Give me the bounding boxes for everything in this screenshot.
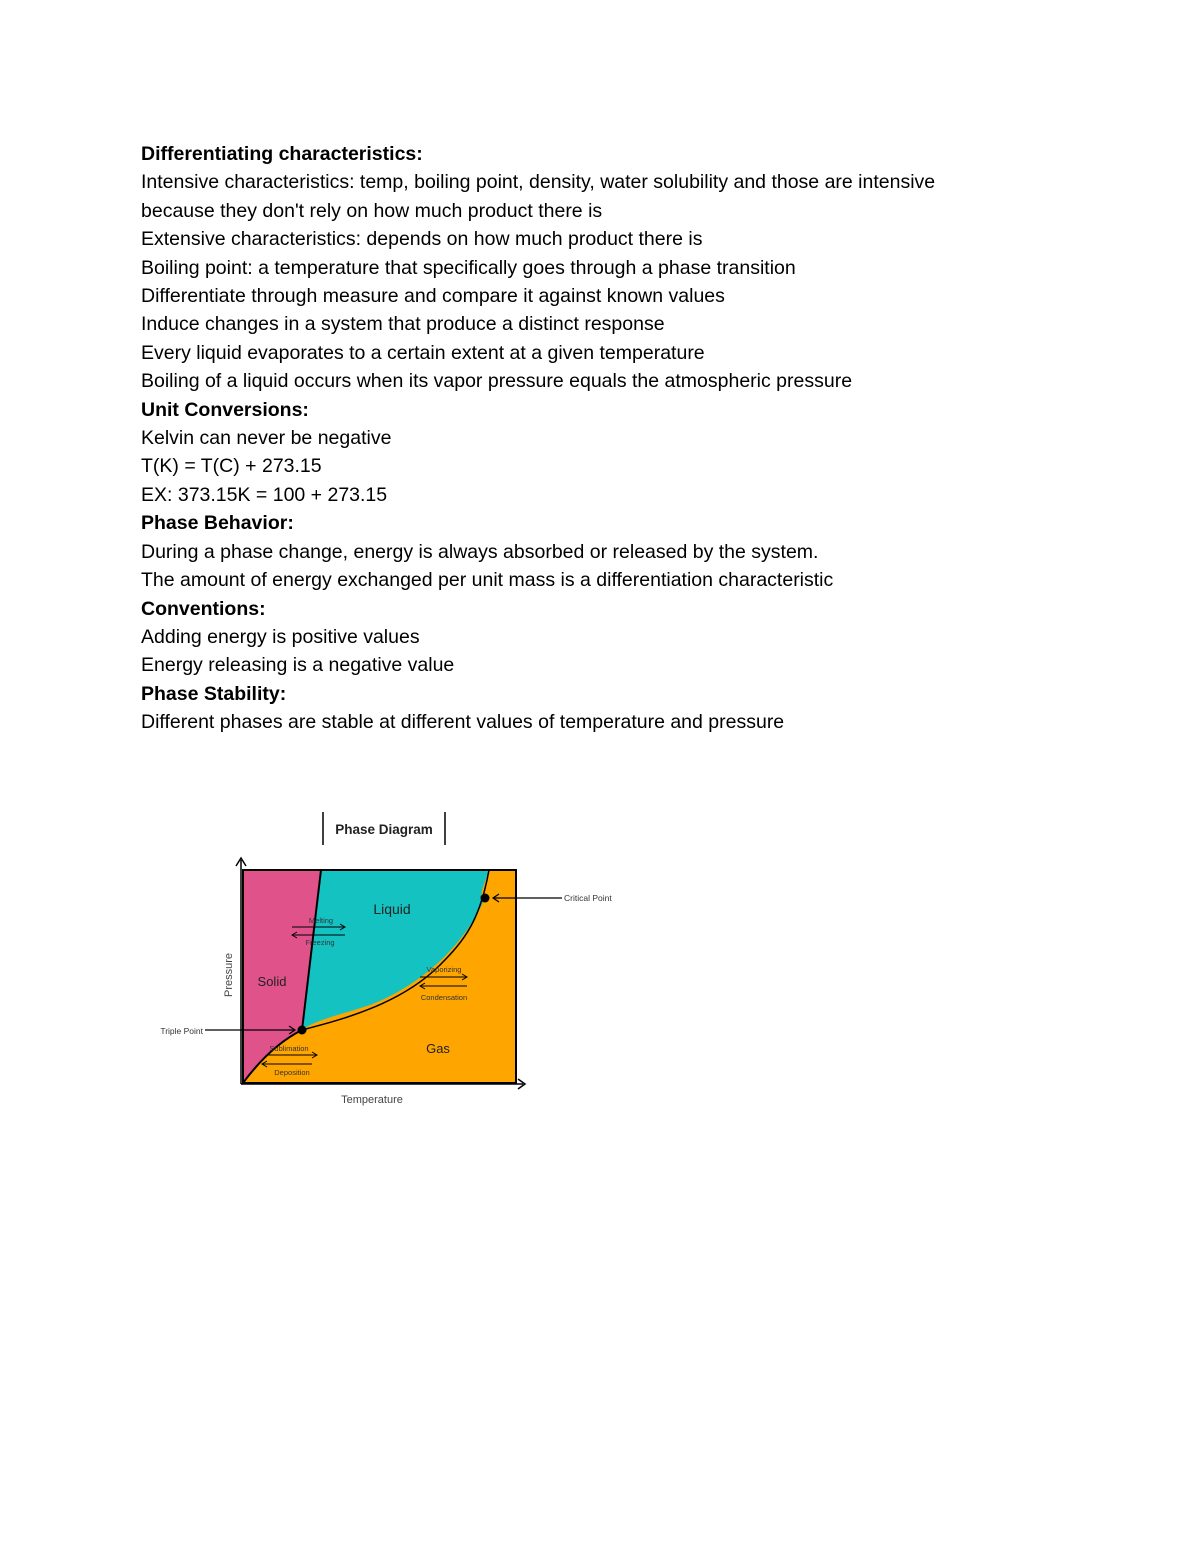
melting-label: Melting (308, 916, 334, 925)
text-line: Boiling point: a temperature that specifically goes through a phase transition (141, 256, 796, 279)
text-line: T(K) = T(C) + 273.15 (141, 455, 322, 478)
sublimation-label: Sublimation (269, 1044, 309, 1053)
critical-point-label: Critical Point (564, 893, 612, 903)
vaporizing-label: Vaporizing (426, 965, 462, 974)
section-heading: Phase Behavior: (141, 512, 294, 535)
text-line: Adding energy is positive values (141, 625, 420, 648)
text-line: Induce changes in a system that produce a distinct response (141, 313, 665, 336)
text-line: During a phase change, energy is always absorbed or released by the system. (141, 540, 819, 563)
text-line: Kelvin can never be negative (141, 427, 392, 450)
gas-label: Gas (426, 1041, 450, 1056)
freezing-label: Freezing (305, 938, 335, 947)
liquid-label: Liquid (373, 901, 411, 917)
text-line: because they don't rely on how much product there is (141, 199, 603, 222)
section-heading: Phase Stability: (141, 682, 287, 705)
text-line: Boiling of a liquid occurs when its vapor pressure equals the atmospheric pressure (141, 370, 853, 393)
section-heading: Unit Conversions: (141, 398, 309, 421)
text-line: The amount of energy exchanged per unit mass is a differentiation characteristic (141, 569, 834, 592)
text-line: Differentiate through measure and compare it against known values (141, 285, 725, 308)
document-body (141, 140, 1101, 737)
text-line: Extensive characteristics: depends on how much product there is (141, 228, 703, 251)
text-line: Intensive characteristics: temp, boiling point, density, water solubility and those are intensive (141, 171, 936, 194)
text-line: Different phases are stable at different values of temperature and pressure (141, 711, 785, 734)
section-heading: Conventions: (141, 597, 266, 620)
triple-point-marker (298, 1026, 307, 1035)
phase-diagram-svg (140, 805, 640, 1125)
phase-diagram-figure (140, 805, 640, 1125)
y-axis-label: Pressure (223, 952, 235, 998)
critical-point-marker (481, 894, 490, 903)
section-heading: Differentiating characteristics: (141, 143, 423, 165)
solid-label: Solid (257, 974, 287, 989)
text-line: Every liquid evaporates to a certain extent at a given temperature (141, 341, 705, 364)
triple-point-label: Triple Point (160, 1026, 203, 1036)
text-line: EX: 373.15K = 100 + 273.15 (141, 483, 388, 506)
deposition-label: Deposition (274, 1068, 310, 1077)
x-axis-label: Temperature (341, 1094, 403, 1106)
diagram-title: Phase Diagram (335, 822, 433, 837)
condensation-label: Condensation (420, 993, 468, 1002)
text-line: Energy releasing is a negative value (141, 654, 455, 677)
